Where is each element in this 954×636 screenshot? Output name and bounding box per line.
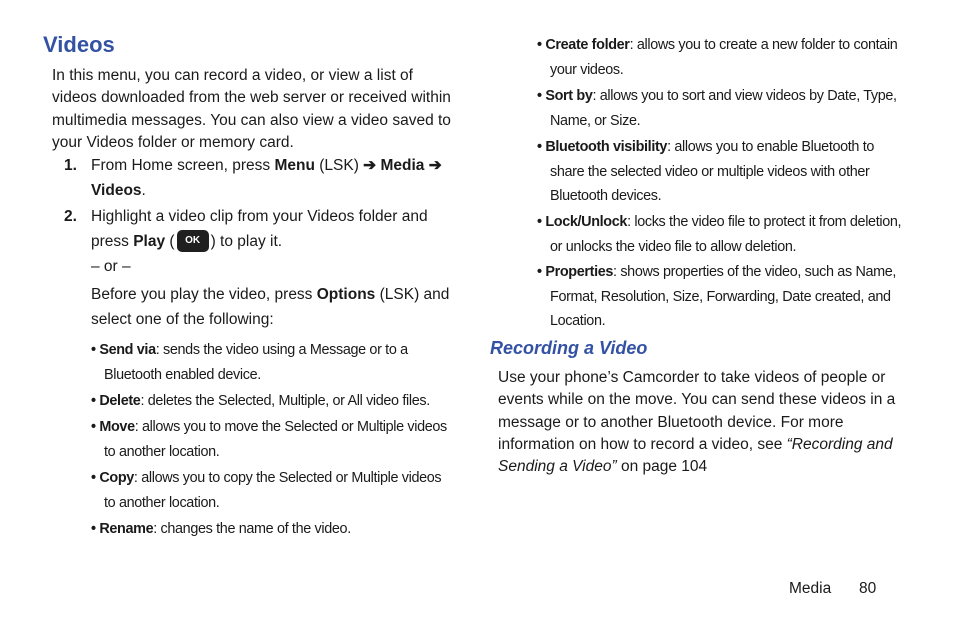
bullet-desc: : locks the video file to protect it from deletion, or unlocks the video file to allow deletion. <box>550 214 902 255</box>
recording-paragraph <box>498 367 898 478</box>
or-separator: – or – <box>91 258 131 275</box>
bullet-desc: : changes the name of the video. <box>153 521 351 537</box>
bullet-move <box>99 415 449 464</box>
bullet-sort-by <box>545 84 910 133</box>
bullet-desc: : allows you to copy the Selected or Multiple videos to another location. <box>104 470 442 511</box>
step-1 <box>64 154 451 203</box>
ok-key-icon: OK <box>177 230 209 252</box>
bullet-copy <box>99 466 449 515</box>
options-paragraph <box>91 283 451 332</box>
bullet-rename <box>99 517 449 542</box>
bullet-term: Bluetooth visibility <box>545 139 668 155</box>
step-1-text-b: (LSK) <box>314 157 364 174</box>
play-label: Play <box>133 232 166 250</box>
bullet-send-via <box>99 338 449 387</box>
bullet-term: Sort by <box>545 88 593 104</box>
step-2 <box>64 205 456 254</box>
section-subtitle: Recording a Video <box>490 338 648 358</box>
bullet-term: Rename <box>99 521 154 537</box>
bullet-delete <box>99 389 449 414</box>
bullet-term: Lock/Unlock <box>545 214 628 230</box>
options-label: Options <box>316 286 376 303</box>
recording-link[interactable]: “Recording and Sending a Video” <box>498 435 893 476</box>
page-title: Videos <box>43 32 115 57</box>
recording-text-b: on page 104 <box>616 458 708 476</box>
bullet-term: Copy <box>99 470 134 486</box>
bullet-desc: : allows you to enable Bluetooth to share the selected video or multiple videos with other Bluetooth devices. <box>550 139 875 204</box>
bullet-desc: : deletes the Selected, Multiple, or All video files. <box>140 393 430 409</box>
bullet-term: Send via <box>99 342 156 358</box>
bullet-term: Properties <box>545 264 614 280</box>
step-1-end: . <box>141 181 146 199</box>
bullet-term: Move <box>99 419 135 435</box>
bullet-desc: : allows you to sort and view videos by Date, Type, Name, or Size. <box>550 88 897 129</box>
bullet-lock-unlock <box>545 210 910 259</box>
bullet-term: Delete <box>99 393 141 409</box>
bullet-desc: : allows you to move the Selected or Multiple videos to another location. <box>104 419 447 460</box>
footer-section: Media <box>789 580 832 597</box>
step-1-number: 1. <box>64 157 77 174</box>
bullet-desc: : shows properties of the video, such as Name, Format, Resolution, Size, Forwarding, Date created, and Location. <box>550 264 897 329</box>
recording-text-a: Use your phone’s Camcorder to take videos of people or events while on the move. You can send these videos in a message or to another Bluetooth device. For more information on how to record a video, see <box>498 369 896 453</box>
bullet-properties <box>545 260 910 334</box>
bullet-create-folder <box>545 33 910 82</box>
paren-open: ( <box>165 232 175 250</box>
arrow-icon: ➔ <box>363 157 377 174</box>
bullet-term: Create folder <box>545 37 630 53</box>
step-1-text-a: From Home screen, press <box>91 157 275 174</box>
menu-label: Menu <box>274 157 315 174</box>
step-2-text-b: ) to play it. <box>210 232 283 250</box>
options-text-b: (LSK) and select one of the following: <box>91 286 450 328</box>
arrow-icon: ➔ <box>428 157 442 174</box>
bullet-desc: : sends the video using a Message or to a Bluetooth enabled device. <box>104 342 408 383</box>
bullet-bluetooth-visibility <box>545 135 910 209</box>
media-label: Media <box>376 157 429 174</box>
bullet-desc: : allows you to create a new folder to contain your videos. <box>550 37 898 78</box>
intro-paragraph: In this menu, you can record a video, or view a list of videos downloaded from the web server or received within multimedia messages. You can also view a video saved to your Videos folder or memory card. <box>52 67 451 151</box>
step-2-number: 2. <box>64 208 77 225</box>
options-text-a: Before you play the video, press <box>91 286 317 303</box>
step-2-text-a: Highlight a video clip from your Videos folder and press <box>91 208 428 250</box>
page-number: 80 <box>859 580 877 597</box>
videos-label: Videos <box>91 181 142 199</box>
